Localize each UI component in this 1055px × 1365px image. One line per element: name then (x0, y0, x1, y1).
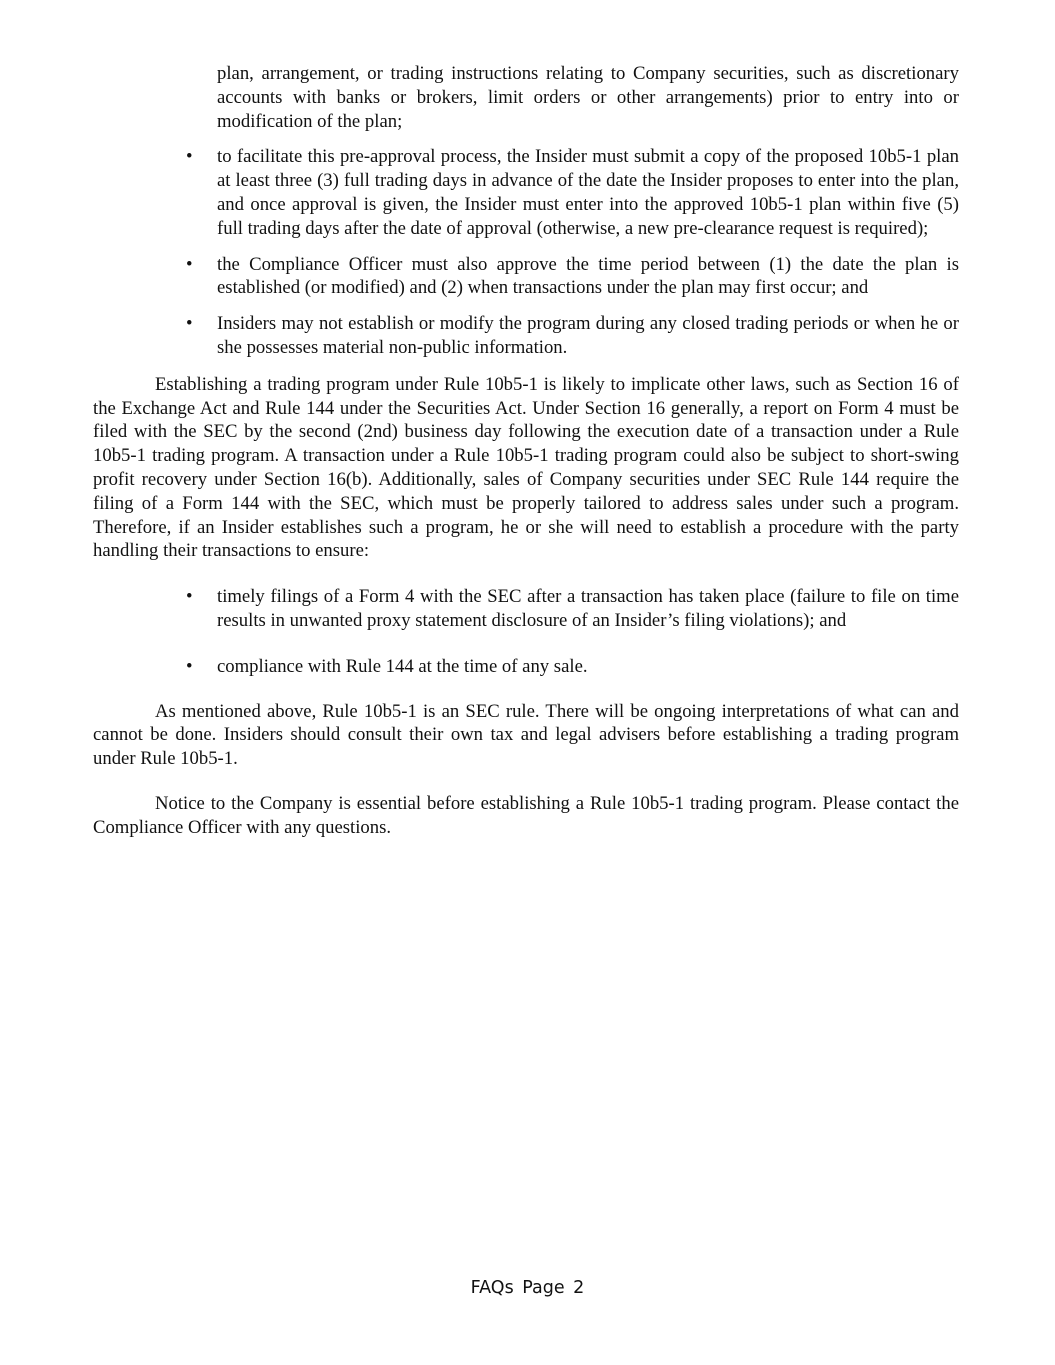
preapproval-bullet-list (93, 145, 959, 359)
bullet-icon: • (186, 146, 193, 168)
bullet-icon: • (186, 655, 193, 677)
list-item (186, 253, 959, 301)
continuation-paragraph: plan, arrangement, or trading instructions relating to Company securities, such as discretionary accounts with banks or brokers, limit orders or other arrangements) prior to entry into or modification of the plan; (217, 63, 959, 132)
page-footer: FAQs Page 2 (470, 1278, 585, 1298)
list-item-text: Insiders may not establish or modify the program during any closed trading periods or when he or she possesses material non-public information. (217, 313, 959, 358)
list-item-text: timely filings of a Form 4 with the SEC after a transaction has taken place (failure to file on time results in unwanted proxy statement disclosure of an Insider’s filing violations); and (217, 586, 959, 631)
list-item (186, 145, 959, 240)
list-item-text: compliance with Rule 144 at the time of any sale. (217, 655, 588, 677)
list-item-text: the Compliance Officer must also approve the time period between (1) the date the plan is established (or modified) and (2) when transactions under the plan may first occur; and (217, 253, 959, 299)
bullet-icon: • (186, 313, 193, 335)
establishing-paragraph: Establishing a trading program under Rule 10b5-1 is likely to implicate other laws, such as Section 16 of the Exchange Act and Rule 144 under the Securities Act. Under Section 16 generally, a report on Form 4 must be filed with the SEC by the second (2nd) business day following the execution date of a transaction under a Rule 10b5-1 trading program. A transaction under a Rule 10b5-1 trading program could also be subject to short-swing profit recovery under Section 16(b). Additionally, sales of Company securities under SEC Rule 144 require the filing of a Form 144 with the SEC, which must be properly tailored to address sales under such a program. Therefore, if an Insider establishes such a program, he or she will need to establish a procedure with the party handling their transactions to ensure: (93, 373, 959, 562)
list-item (186, 655, 959, 679)
list-item (186, 585, 959, 633)
bullet-icon: • (186, 586, 193, 608)
document-body (93, 62, 959, 840)
list-item (186, 312, 959, 360)
mentioned-paragraph: As mentioned above, Rule 10b5-1 is an SEC rule. There will be ongoing interpretations of what can and cannot be done. Insiders should consult their own tax and legal advisers before establishing a trading program under Rule 10b5-1. (93, 700, 959, 770)
ensure-bullet-list (93, 585, 959, 678)
notice-paragraph: Notice to the Company is essential before establishing a Rule 10b5-1 trading program. Please contact the Compliance Officer with any questions. (93, 792, 959, 838)
list-item-text: to facilitate this pre-approval process, the Insider must submit a copy of the proposed 10b5-1 plan at least three (3) full trading days in advance of the date the Insider proposes to enter into the plan, and once approval is given, the Insider must enter into the approved 10b5-1 plan within five (5) full trading days after the date of approval (otherwise, a new pre-clearance request is required); (217, 146, 959, 239)
bullet-icon: • (186, 253, 193, 275)
